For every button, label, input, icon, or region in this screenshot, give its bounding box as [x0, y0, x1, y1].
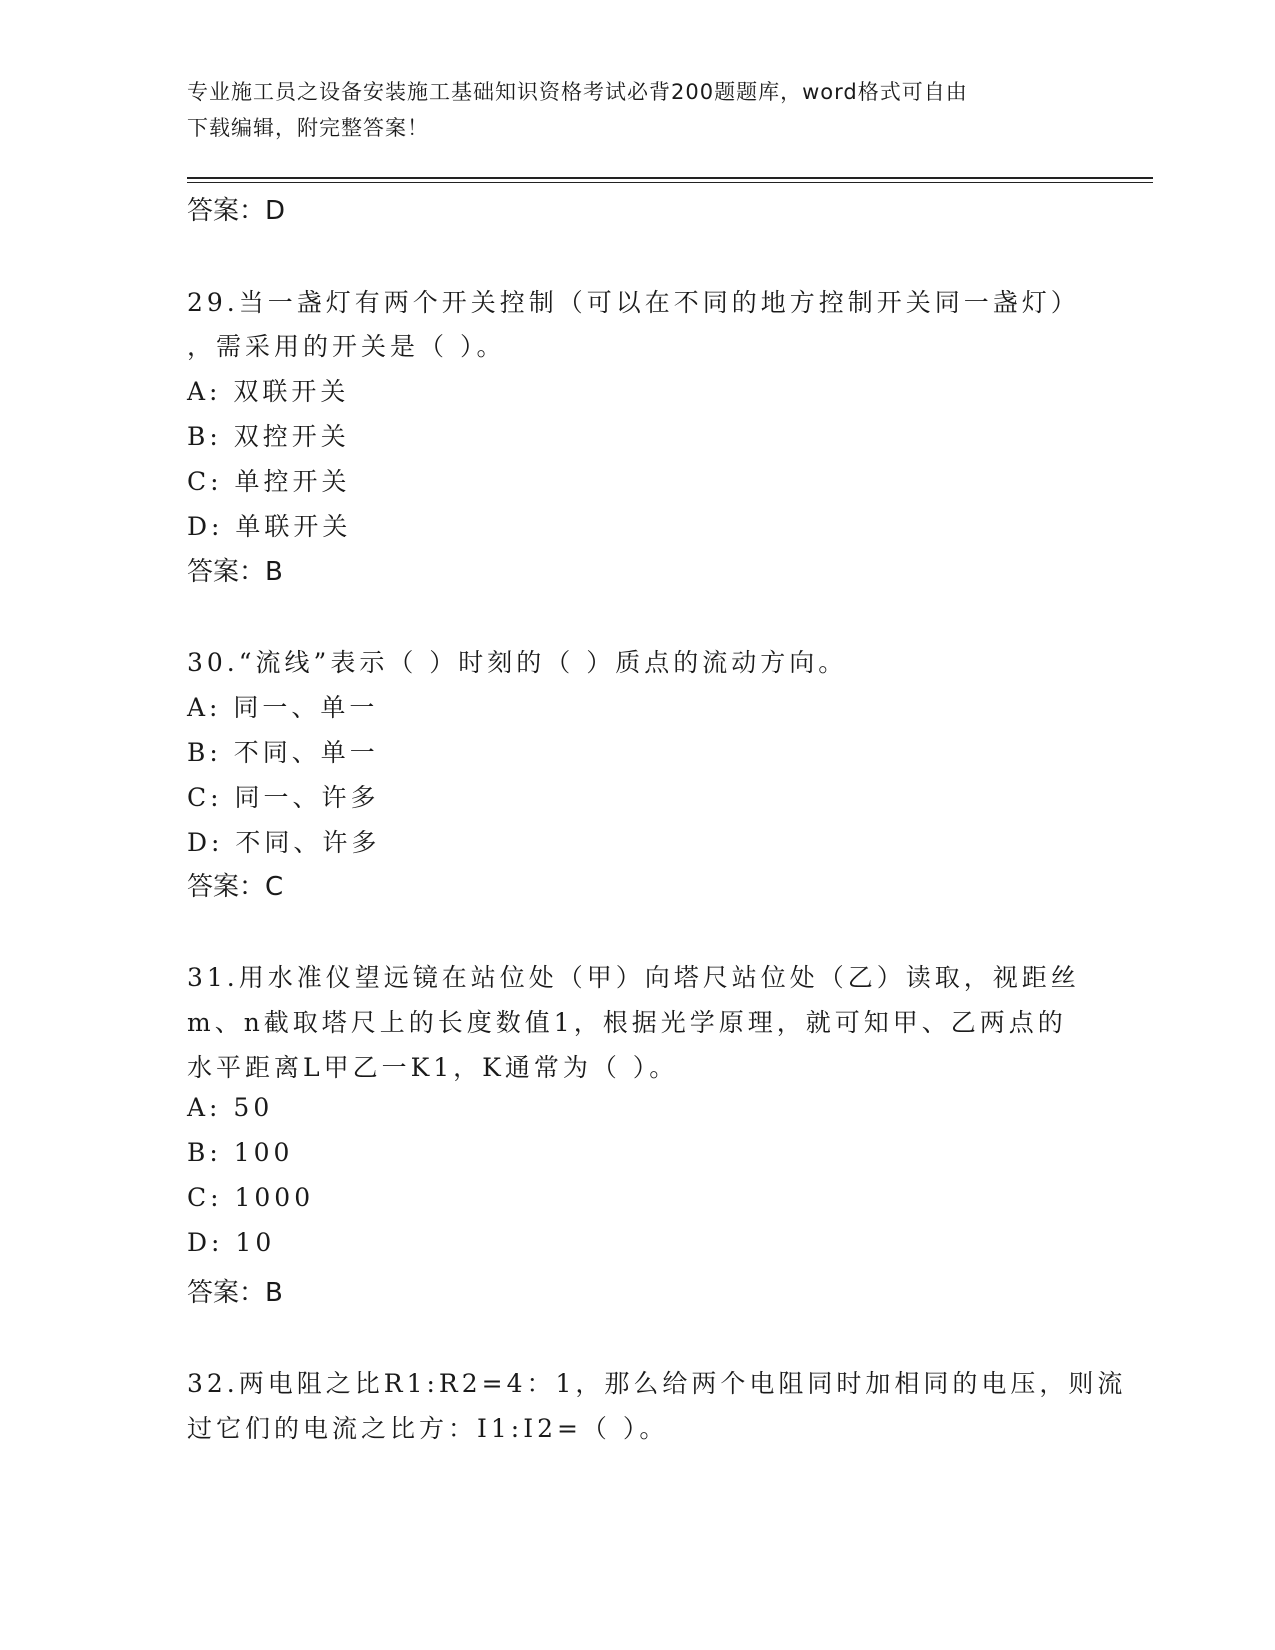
question-30-stem-1: 30.“流线”表示（ ）时刻的（ ）质点的流动方向。: [187, 648, 848, 677]
question-29-option-d: D: 单联开关: [187, 512, 352, 541]
question-32-stem-1: 32.两电阻之比R1:R2=4：1，那么给两个电阻同时加相同的电压，则流: [187, 1369, 1127, 1398]
question-30-option-a: A: 同一、单一: [187, 693, 379, 722]
question-31-stem-1: 31.用水准仪望远镜在站位处（甲）向塔尺站位处（乙）读取，视距丝: [187, 963, 1080, 992]
question-29-stem-1: 29.当一盏灯有两个开关控制（可以在不同的地方控制开关同一盏灯）: [187, 288, 1080, 317]
answer-28: 答案：D: [187, 196, 286, 226]
question-31-option-b: B: 100: [187, 1138, 294, 1167]
question-31-option-a: A: 50: [187, 1093, 274, 1122]
question-30-option-b: B: 不同、单一: [187, 738, 379, 767]
question-29-answer: 答案：B: [187, 557, 283, 587]
document-header: [187, 74, 1087, 146]
question-29-option-b: B: 双控开关: [187, 422, 350, 451]
question-30-option-d: D: 不同、许多: [187, 828, 381, 857]
question-29-stem-2: ，需采用的开关是（ ）。: [187, 332, 506, 361]
question-30-option-c: C: 同一、许多: [187, 783, 380, 812]
header-rule-thick: [187, 177, 1153, 179]
question-32-stem-2: 过它们的电流之比方：I1:I2=（ ）。: [187, 1414, 669, 1443]
question-29-option-a: A: 双联开关: [187, 377, 350, 406]
question-31-stem-2: m、n截取塔尺上的长度数值1，根据光学原理，就可知甲、乙两点的: [187, 1008, 1067, 1037]
question-31-answer: 答案：B: [187, 1278, 283, 1308]
question-31-option-c: C: 1000: [187, 1183, 315, 1212]
header-line-1: 专业施工员之设备安装施工基础知识资格考试必背200题题库，word格式可自由: [187, 80, 968, 104]
question-31-stem-3: 水平距离L甲乙一K1，K通常为（ ）。: [187, 1053, 679, 1082]
question-30-answer: 答案：C: [187, 872, 284, 902]
question-31-option-d: D: 10: [187, 1228, 276, 1257]
header-rule-thin: [187, 182, 1153, 183]
header-line-2: 下载编辑，附完整答案！: [187, 116, 429, 140]
question-29-option-c: C: 单控开关: [187, 467, 351, 496]
